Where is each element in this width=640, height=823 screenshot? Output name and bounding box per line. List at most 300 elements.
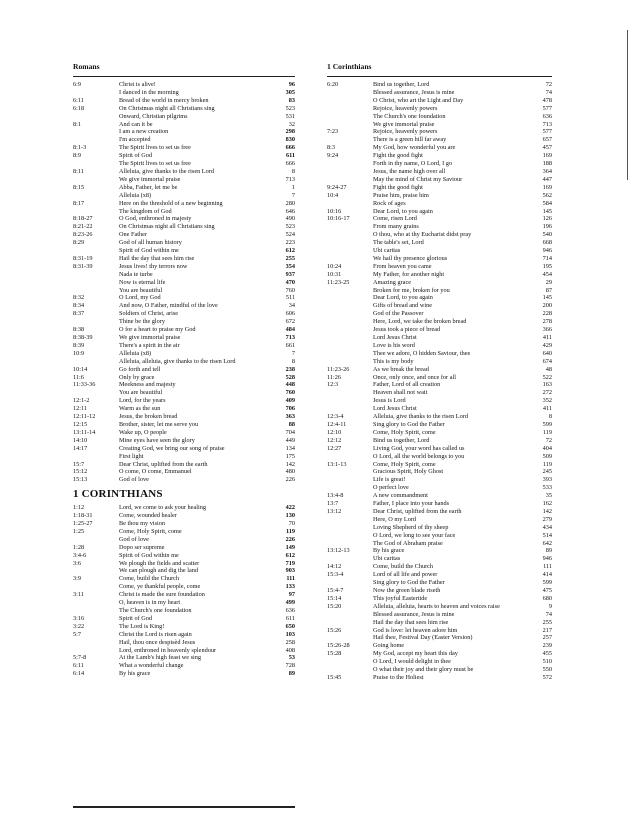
hymn-number: 642	[542, 539, 552, 547]
hymn-title: Hail thee, Festival Day (Easter Version)	[373, 634, 473, 642]
hymn-title: Christ is made the sure foundation	[119, 591, 205, 599]
hymn-title: O what their joy and their glory must be	[373, 666, 474, 674]
hymn-title: This is my body	[373, 357, 414, 365]
hymn-title: What a wonderful change	[119, 662, 184, 670]
index-entry	[327, 389, 552, 397]
index-entry	[73, 397, 295, 405]
scripture-reference: 7:23	[327, 128, 339, 136]
index-entry	[327, 381, 552, 389]
hymn-number: 946	[542, 555, 552, 563]
index-entry	[327, 342, 552, 350]
hymn-title: Here on the threshold of a new beginning	[119, 199, 223, 207]
hymn-number: 760	[285, 286, 295, 294]
index-entry	[73, 192, 295, 200]
hymn-number: 169	[542, 152, 552, 160]
hymn-title: I'm accepted	[119, 136, 151, 144]
scripture-reference: 5:7	[73, 630, 81, 638]
scripture-reference: 8:18-27	[73, 215, 93, 223]
hymn-number: 305	[285, 88, 295, 96]
index-entry	[327, 508, 552, 516]
index-entry	[327, 587, 552, 595]
page-edge-line	[627, 30, 628, 180]
hymn-number: 509	[542, 452, 552, 460]
index-entry	[73, 271, 295, 279]
hymn-title: Lord, enthroned in heavenly splendour	[119, 646, 217, 654]
hymn-number: 612	[285, 247, 295, 255]
hymn-title: We give immortal praise	[119, 175, 181, 183]
scripture-reference: 3:9	[73, 575, 81, 583]
scripture-reference: 6:14	[73, 670, 85, 678]
hymn-title: Jesus is Lord	[373, 397, 406, 405]
hymn-number: 706	[285, 405, 295, 413]
hymn-number: 434	[542, 523, 552, 531]
index-entry	[73, 200, 295, 208]
hymn-number: 7	[291, 349, 295, 357]
hymn-title: O, heaven is in my heart	[119, 599, 181, 607]
hymn-number: 245	[542, 468, 552, 476]
hymn-number: 599	[542, 579, 552, 587]
index-entry	[73, 654, 295, 662]
hymn-number: 255	[285, 254, 295, 262]
hymn-title: O come, O come, Emmanuel	[119, 468, 192, 476]
hymn-title: The table's set, Lord	[373, 239, 424, 247]
scripture-reference: 3:4-6	[73, 551, 87, 559]
hymn-number: 272	[542, 389, 552, 397]
index-entry	[327, 595, 552, 603]
index-entry	[73, 81, 295, 89]
index-entry	[73, 294, 295, 302]
index-entry	[73, 607, 295, 615]
hymn-title: Creating God, we bring our song of praise	[119, 444, 225, 452]
hymn-title: Father, I place into your hands	[373, 500, 450, 508]
hymn-title: Alleluia (x8)	[119, 191, 152, 199]
scripture-reference: 12:10	[327, 428, 342, 436]
header-rule	[73, 76, 295, 77]
index-entry	[327, 619, 552, 627]
index-entry	[327, 81, 552, 89]
scripture-reference: 15:13	[73, 476, 88, 484]
hymn-title: Come, risen Lord	[373, 215, 417, 223]
index-entry	[327, 318, 552, 326]
hymn-number: 72	[545, 436, 552, 444]
hymn-number: 119	[542, 460, 552, 468]
scripture-reference: 6:20	[327, 81, 339, 88]
index-entry	[327, 437, 552, 445]
index-entry	[327, 200, 552, 208]
index-entry	[327, 192, 552, 200]
hymn-number: 499	[285, 599, 295, 607]
hymn-number: 606	[285, 310, 295, 318]
scripture-reference: 1:12	[73, 504, 85, 512]
hymn-title: From many grains	[373, 223, 419, 231]
hymn-title: A new commandment	[373, 492, 428, 500]
index-entry	[73, 334, 295, 342]
scripture-reference: 8:1	[73, 120, 81, 128]
hymn-number: 577	[542, 128, 552, 136]
index-entry	[327, 500, 552, 508]
hymn-title: Ubi caritas	[373, 555, 401, 563]
scripture-reference: 11:23-26	[327, 365, 350, 373]
scripture-reference: 13:4-8	[327, 492, 344, 500]
hymn-number: 657	[542, 136, 552, 144]
hymn-number: 29	[545, 278, 552, 286]
hymn-number: 364	[542, 167, 552, 175]
hymn-title: We give immortal praise	[119, 334, 181, 341]
hymn-title: Now the green blade riseth	[373, 587, 441, 594]
hymn-number: 188	[542, 160, 552, 168]
hymn-title: On Christmas night all Christians sing	[119, 223, 215, 231]
hymn-number: 130	[285, 512, 295, 520]
scripture-reference: 8:9	[73, 152, 81, 160]
hymn-title: Lord Jesus Christ	[373, 334, 417, 341]
hymn-title: Living God, your word has called us	[373, 444, 465, 452]
index-entry	[327, 287, 552, 295]
index-entry	[327, 555, 552, 563]
hymn-title: Praise him, praise him	[373, 191, 429, 199]
hymn-number: 475	[542, 587, 552, 594]
hymn-title: O God, enthroned in majesty	[119, 215, 192, 223]
scripture-reference: 12:11	[73, 405, 88, 413]
index-entry	[327, 524, 552, 532]
index-entry	[73, 302, 295, 310]
hymn-title: Lord, for the years	[119, 397, 166, 405]
hymn-number: 149	[285, 543, 295, 551]
index-entry	[327, 302, 552, 310]
index-entry	[73, 144, 295, 152]
scripture-reference: 6:11	[73, 96, 84, 104]
hymn-title: Brother, sister, let me serve you	[119, 420, 199, 428]
scripture-reference: 3:22	[73, 622, 85, 630]
hymn-number: 533	[542, 484, 552, 492]
hymn-title: Come, Holy Spirit, come	[373, 428, 436, 436]
index-entry	[327, 642, 552, 650]
hymn-title: Jesus, the broken bread	[119, 413, 178, 421]
scripture-reference: 12:3-4	[327, 413, 344, 421]
scripture-reference: 5:7-8	[73, 654, 87, 662]
scripture-reference: 15:20	[327, 602, 342, 610]
hymn-number: 200	[542, 302, 552, 310]
hymn-title: Onward, Christian pilgrims	[119, 112, 188, 120]
hymn-number: 713	[542, 120, 552, 128]
scripture-reference: 13:12-13	[327, 547, 350, 555]
index-entry	[73, 512, 295, 520]
hymn-number: 414	[542, 571, 552, 579]
scripture-reference: 12:12	[327, 436, 342, 444]
hymn-title: O Lord, we long to see your face	[373, 531, 456, 539]
hymn-title: Go forth and tell	[119, 365, 161, 373]
scripture-reference: 3:11	[73, 591, 84, 599]
hymn-title: Here, Lord, we take the broken bread	[373, 318, 467, 326]
hymn-number: 636	[285, 607, 295, 614]
hymn-number: 175	[285, 452, 295, 460]
scripture-reference: 15:7	[73, 460, 85, 468]
scripture-reference: 11:6	[73, 373, 84, 381]
hymn-number: 298	[285, 128, 295, 136]
index-entry	[73, 575, 295, 583]
scripture-reference: 8:29	[73, 239, 85, 247]
hymn-number: 352	[542, 397, 552, 405]
index-entry	[327, 453, 552, 461]
hymn-number: 32	[288, 120, 295, 128]
index-entry	[327, 271, 552, 279]
scripture-reference: 8:38	[73, 326, 85, 334]
hymn-number: 528	[285, 373, 295, 381]
hymn-number: 946	[542, 247, 552, 255]
index-entry	[327, 113, 552, 121]
scripture-reference: 14:10	[73, 436, 88, 444]
column-header: 1 Corinthians	[327, 62, 372, 71]
hymn-number: 53	[288, 654, 295, 662]
hymn-number: 514	[542, 531, 552, 539]
index-entry	[327, 666, 552, 674]
hymn-title: Thine be the glory	[119, 318, 165, 326]
index-entry	[73, 184, 295, 192]
index-entry	[327, 413, 552, 421]
hymn-title: Father, Lord of all creation	[373, 381, 441, 389]
index-entry	[73, 445, 295, 453]
hymn-number: 87	[545, 286, 552, 294]
hymn-number: 280	[285, 199, 295, 207]
index-entry	[73, 374, 295, 382]
hymn-number: 611	[285, 614, 295, 622]
hymn-title: O thou, who at thy Eucharist didst pray	[373, 231, 472, 239]
index-entry	[327, 152, 552, 160]
index-entry	[73, 121, 295, 129]
index-entry	[327, 627, 552, 635]
scripture-reference: 8:15	[73, 183, 85, 191]
scripture-reference: 12:1-2	[73, 397, 90, 405]
index-entry	[327, 136, 552, 144]
hymn-title: Gifts of bread and wine	[373, 302, 433, 310]
index-entry	[327, 579, 552, 587]
hymn-number: 111	[543, 563, 552, 571]
hymn-title: Dear Christ, uplifted from the earth	[373, 507, 462, 515]
scripture-reference: 8:39	[73, 341, 85, 349]
hymn-title: Now is eternal life	[119, 278, 166, 286]
index-entry	[327, 334, 552, 342]
index-entry	[327, 223, 552, 231]
hymn-number: 70	[288, 520, 295, 528]
scripture-reference: 8:32	[73, 294, 85, 302]
hymn-number: 668	[542, 239, 552, 247]
hymn-title: My God, how wonderful you are	[373, 144, 456, 152]
hymn-title: Spirit of God	[119, 614, 152, 622]
hymn-title: Spirit of God within me	[119, 551, 179, 559]
hymn-title: Rock of ages	[373, 199, 406, 207]
index-entry	[73, 358, 295, 366]
index-entry	[73, 128, 295, 136]
hymn-number: 133	[285, 583, 295, 591]
scripture-reference: 6:9	[73, 81, 81, 88]
hymn-title: Dear Lord, to you again	[373, 294, 433, 302]
hymn-number: 524	[285, 231, 295, 239]
hymn-title: Alleluia, give thanks to the risen Lord	[119, 167, 214, 175]
hymn-title: Fight the good fight	[373, 183, 423, 191]
scripture-reference: 11:23-25	[327, 278, 350, 286]
index-entry	[327, 168, 552, 176]
index-entry	[327, 492, 552, 500]
index-entry	[73, 215, 295, 223]
index-entry	[327, 208, 552, 216]
index-entry	[327, 160, 552, 168]
index-entry	[73, 231, 295, 239]
hymn-title: Jesus, the name high over all	[373, 167, 446, 175]
hymn-title: Lord Jesus Christ	[373, 405, 417, 413]
index-entry	[73, 279, 295, 287]
hymn-number: 470	[285, 278, 295, 286]
hymn-title: Alleluia, give thanks to the risen Lord	[373, 413, 468, 421]
hymn-number: 8	[291, 357, 295, 365]
hymn-title: Nada te turbe	[119, 270, 153, 278]
hymn-number: 903	[285, 567, 295, 575]
hymn-title: O Lord, my God	[119, 294, 161, 302]
index-entry	[73, 599, 295, 607]
index-entry	[327, 461, 552, 469]
hymn-number: 666	[285, 160, 295, 168]
index-entry	[327, 468, 552, 476]
index-entry	[327, 658, 552, 666]
hymn-title: I am a new creation	[119, 128, 169, 136]
hymn-title: O Christ, who art the Light and Day	[373, 96, 464, 104]
hymn-number: 89	[288, 670, 295, 678]
scripture-reference: 10:16	[327, 207, 342, 215]
hymn-number: 531	[285, 112, 295, 120]
hymn-number: 162	[542, 500, 552, 508]
scripture-reference: 10:14	[73, 365, 88, 373]
index-entry	[73, 342, 295, 350]
hymn-number: 257	[542, 634, 552, 642]
hymn-title: Rejoice, heavenly powers	[373, 128, 438, 136]
hymn-number: 8	[548, 413, 552, 421]
hymn-title: Bind us together, Lord	[373, 81, 430, 88]
index-entry	[73, 366, 295, 374]
hymn-title: Jesus took a piece of bread	[373, 326, 441, 334]
hymn-title: God is love: let heaven adore him	[373, 626, 458, 634]
index-entry	[327, 89, 552, 97]
hymn-title: On Christmas night all Christians sing	[119, 104, 215, 112]
hymn-title: Hail the day that sees him rise	[119, 254, 195, 262]
index-entry	[327, 358, 552, 366]
hymn-number: 429	[542, 341, 552, 349]
index-entry	[73, 476, 295, 484]
hymn-title: Come, ye thankful people, come	[119, 583, 201, 591]
index-entry	[73, 670, 295, 678]
hymn-title: Jesus lives! thy terrors now	[119, 262, 188, 270]
hymn-title: First light	[119, 452, 144, 460]
hymn-number: 228	[542, 310, 552, 318]
hymn-number: 640	[542, 349, 552, 357]
scripture-reference: 6:18	[73, 104, 85, 112]
hymn-number: 255	[542, 618, 552, 626]
hymn-title: Dear Lord, to you again	[373, 207, 433, 215]
hymn-title: Sing glory to God the Father	[373, 420, 445, 428]
hymn-number: 540	[542, 231, 552, 239]
index-entry	[73, 453, 295, 461]
scripture-reference: 15:4-7	[327, 587, 344, 594]
index-entry	[73, 350, 295, 358]
scripture-reference: 8:23-26	[73, 231, 93, 239]
index-entry	[327, 563, 552, 571]
hymn-title: Hail, thou once despisèd Jesus	[119, 638, 196, 646]
hymn-number: 680	[542, 594, 552, 602]
hymn-title: By his grace	[373, 547, 405, 555]
hymn-title: At the Lamb's high feast we sing	[119, 654, 202, 662]
index-entry	[327, 105, 552, 113]
hymn-title: May the mind of Christ my Saviour	[373, 175, 463, 183]
index-entry	[327, 144, 552, 152]
hymn-title: God of the Passover	[373, 310, 424, 318]
hymn-title: Be thou my vision	[119, 520, 166, 528]
scripture-reference: 3:16	[73, 614, 85, 622]
hymn-title: Praise to the Holiest	[373, 673, 424, 681]
index-entry	[73, 239, 295, 247]
scripture-reference: 15:26-28	[327, 642, 350, 650]
hymn-number: 562	[542, 191, 552, 199]
scripture-reference: 8:3	[327, 144, 335, 152]
hymn-title: You are beautiful	[119, 389, 163, 397]
index-entry	[73, 647, 295, 655]
left-column-entries	[73, 81, 295, 678]
hymn-number: 83	[288, 96, 295, 104]
hymn-number: 612	[285, 551, 295, 559]
index-entry	[73, 89, 295, 97]
scripture-reference: 13:1-13	[327, 460, 347, 468]
hymn-number: 196	[542, 223, 552, 231]
hymn-title: Dopo ser supreme	[119, 543, 165, 551]
index-entry	[73, 176, 295, 184]
hymn-number: 48	[545, 365, 552, 373]
hymn-number: 454	[542, 270, 552, 278]
scripture-reference: 15:14	[327, 594, 342, 602]
hymn-number: 1	[291, 183, 295, 191]
right-column	[327, 62, 552, 682]
hymn-title: Come, build the Church	[373, 563, 434, 571]
index-entry	[327, 674, 552, 682]
hymn-number: 714	[542, 254, 552, 262]
hymn-number: 666	[285, 144, 295, 152]
scripture-reference: 15:26	[327, 626, 342, 634]
hymn-title: We can plough and dig the land	[119, 567, 198, 575]
hymn-title: Warm as the sun	[119, 405, 161, 413]
index-entry	[327, 484, 552, 492]
index-entry	[73, 310, 295, 318]
scripture-reference: 8:38-39	[73, 334, 93, 341]
scripture-reference: 12:4-11	[327, 420, 347, 428]
hymn-title: The Church's one foundation	[119, 607, 192, 614]
hymn-number: 511	[285, 294, 295, 302]
hymn-title: Sing glory to God the Father	[373, 579, 445, 587]
scripture-reference: 1:28	[73, 543, 85, 551]
hymn-number: 223	[285, 239, 295, 247]
hymn-number: 8	[291, 167, 295, 175]
index-entry	[73, 623, 295, 631]
hymn-title: Come, Holy Spirit, come	[119, 527, 182, 535]
hymn-title: The Spirit lives to set us free	[119, 144, 191, 152]
hymn-number: 661	[285, 341, 295, 349]
hymn-title: My Father, for another night	[373, 270, 445, 278]
hymn-number: 447	[542, 175, 552, 183]
hymn-title: Broken for me, broken for you	[373, 286, 450, 294]
hymn-title: God of all human history	[119, 239, 182, 247]
hymn-number: 72	[545, 81, 552, 88]
scripture-reference: 15:12	[73, 468, 88, 476]
hymn-number: 550	[542, 666, 552, 674]
hymn-title: Alleluia, alleluia, give thanks to the risen Lord	[119, 357, 236, 365]
hymn-title: Spirit of God within me	[119, 247, 179, 255]
hymn-title: As we break the bread	[373, 365, 429, 373]
index-entry	[327, 547, 552, 555]
index-entry	[327, 611, 552, 619]
